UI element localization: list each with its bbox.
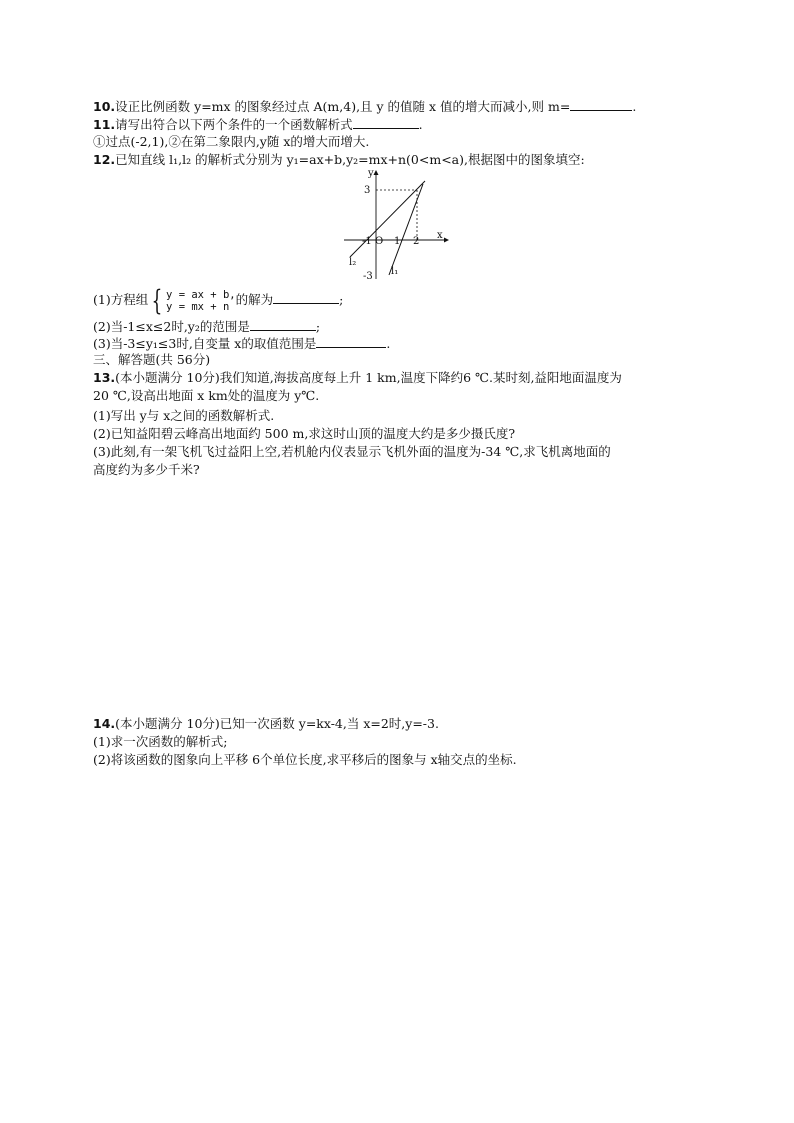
answer-blank[interactable] [250,318,316,331]
answer-blank[interactable] [273,291,339,304]
question-number: 11. [93,117,116,132]
question-text: (本小题满分 10分)我们知道,海拔高度每上升 1 km,温度下降约6 ℃.某时刻,益阳地面温度为 [115,370,622,385]
question-13-part3: (3)此刻,有一架飞机飞过益阳上空,若机舱内仪表显示飞机外面的温度为-34 ℃,求飞机离地面的 [93,444,611,459]
question-13-part1: (1)写出 y与 x之间的函数解析式. [93,408,275,423]
part-text: (1)方程组 [93,292,149,307]
tick-label-2: 2 [413,236,420,247]
question-12 [93,152,585,168]
tick-label-neg3: -3 [363,271,373,280]
function-graph [340,167,450,280]
question-number: 13. [93,370,116,385]
punctuation: . [632,99,637,114]
equation-2: y = mx + n [166,300,230,313]
question-13 [93,370,622,386]
line-label-l2: l₂ [349,257,357,268]
question-14 [93,716,439,732]
equation-1: y = ax + b, [166,288,236,301]
line-l1 [389,184,423,275]
question-number: 12. [93,152,116,167]
tick-label-3: 3 [364,185,371,196]
x-axis-label: x [437,230,443,241]
question-12-part3 [93,335,390,352]
part-text: 的解为 [235,292,274,307]
question-11-conditions: ①过点(-2,1),②在第二象限内,y随 x的增大而增大. [93,134,370,149]
question-text: 已知直线 l₁,l₂ 的解析式分别为 y₁=ax+b,y₂=mx+n(0<m<a),根据图中的图象填空: [115,152,585,167]
tick-label-1: 1 [394,236,401,247]
question-10 [93,98,636,115]
question-number: 10. [93,99,116,114]
line-label-l1: l₁ [391,266,399,277]
punctuation: ; [339,292,344,307]
equation-system [166,289,236,313]
question-12-part2 [93,318,320,335]
punctuation: . [386,336,391,351]
answer-blank[interactable] [353,116,419,129]
question-13-part3-cont: 高度约为多少千米? [93,462,200,477]
part-text: (3)当-3≤y₁≤3时,自变量 x的取值范围是 [93,336,317,351]
brace-icon: { [151,283,163,317]
tick-label-neg1: -1 [362,236,372,247]
question-13-line2: 20 ℃,设高出地面 x km处的温度为 y℃. [93,388,320,403]
question-13-part2: (2)已知益阳碧云峰高出地面约 500 m,求这时山顶的温度大约是多少摄氏度? [93,426,516,441]
question-12-part1 [93,283,344,317]
question-14-part1: (1)求一次函数的解析式; [93,734,228,749]
punctuation: ; [315,319,321,334]
question-11 [93,116,423,133]
y-axis-arrow [374,170,379,175]
answer-blank[interactable] [316,335,386,348]
question-text: 请写出符合以下两个条件的一个函数解析式 [115,117,353,132]
question-number: 14. [93,716,116,731]
question-text: (本小题满分 10分)已知一次函数 y=kx-4,当 x=2时,y=-3. [115,716,439,731]
answer-blank[interactable] [570,98,632,111]
punctuation: . [418,117,423,132]
part-text: (2)当-1≤x≤2时,y₂的范围是 [93,319,250,334]
question-text: 设正比例函数 y=mx 的图象经过点 A(m,4),且 y 的值随 x 值的增大而减小,则 m= [115,99,571,114]
y-axis-label: y [368,168,374,179]
question-14-part2: (2)将该函数的图象向上平移 6个单位长度,求平移后的图象与 x轴交点的坐标. [93,752,517,767]
section-heading: 三、解答题(共 56分) [93,352,211,367]
x-axis-arrow [444,238,449,243]
origin-label: O [375,236,384,247]
